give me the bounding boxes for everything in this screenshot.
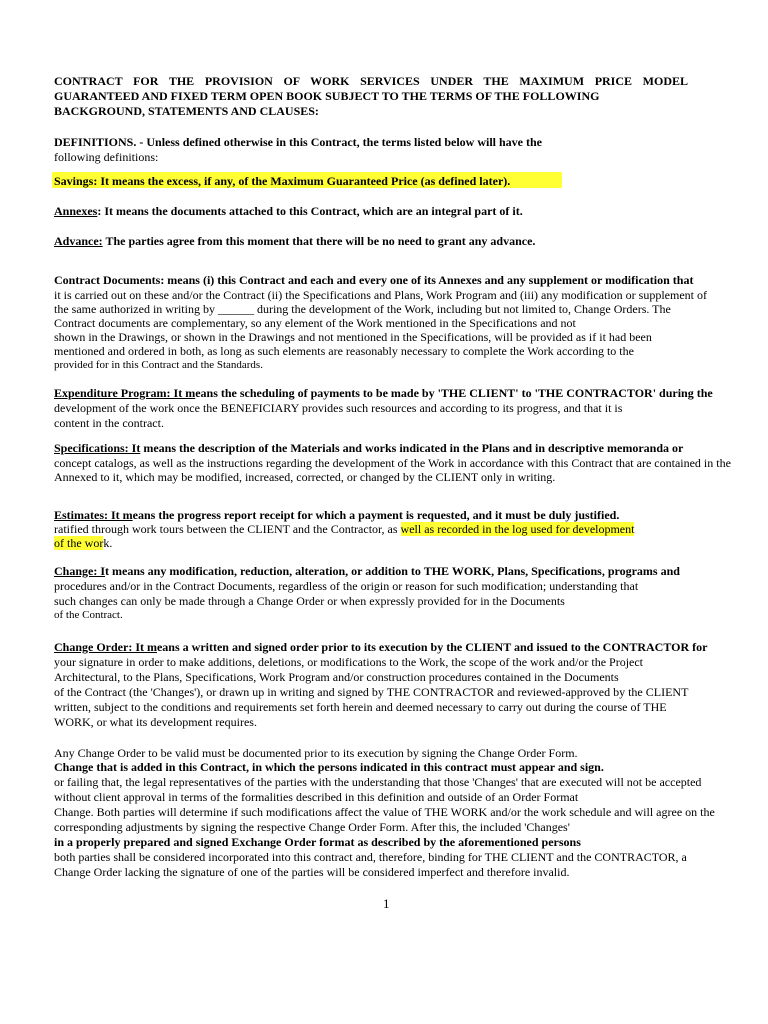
change-order-line-5: written, subject to the conditions and requirements set forth herein and deemed necessary to carry out during the course of THE	[54, 700, 667, 714]
change-line-2: procedures and/or in the Contract Documents, regardless of the origin or reason for such modification; understanding that	[54, 579, 639, 593]
estimates-definition	[54, 508, 619, 522]
title-line-2: GUARANTEED AND FIXED TERM OPEN BOOK SUBJECT TO THE TERMS OF THE FOLLOWING	[54, 89, 600, 103]
final-para-line-6: corresponding adjustments by signing the respective Change Order Form. After this, the included 'Changes'	[54, 820, 570, 834]
advance-term: Advance:	[54, 234, 103, 248]
contract-documents-line-7: provided for in this Contract and the Standards.	[54, 359, 263, 371]
expenditure-definition	[54, 386, 713, 400]
change-line-3: such changes can only be made through a Change Order or when expressly provided for in the Documents	[54, 594, 565, 608]
final-para-line-9: Change Order lacking the signature of one of the parties will be considered imperfect and therefore invalid.	[54, 865, 570, 879]
expenditure-line-2: development of the work once the BENEFICIARY provides such resources and according to its progress, and that it is	[54, 401, 623, 415]
estimates-highlight-2: of the wor	[54, 536, 104, 550]
change-line-4: of the Contract.	[54, 609, 123, 621]
final-para-line-5: Change. Both parties will determine if such modifications affect the value of THE WORK and/or the work schedule and will agree on the	[54, 805, 715, 819]
expenditure-term: Expenditure Program: It m	[54, 386, 196, 400]
definitions-subline: following definitions:	[54, 150, 159, 164]
final-para-line-2: Change that is added in this Contract, in which the persons indicated in this contract must appear and sign.	[54, 760, 604, 774]
advance-text: The parties agree from this moment that there will be no need to grant any advance.	[102, 234, 536, 248]
annexes-definition	[54, 204, 523, 218]
specifications-line-2: concept catalogs, as well as the instructions regarding the development of the Work in accordance with this Contract that are contained in the	[54, 456, 731, 470]
estimates-line-3-end: k.	[103, 536, 113, 550]
specifications-rest: means the description of the Materials and works indicated in the Plans and in descriptive memoranda or	[140, 441, 684, 455]
savings-definition: Savings: It means the excess, if any, of the Maximum Guaranteed Price (as defined later).	[54, 174, 511, 188]
final-para-line-3: or failing that, the legal representatives of the parties with the understanding that those 'Changes' that are executed will not be accepted	[54, 775, 702, 789]
change-term: Change: I	[54, 564, 106, 578]
specifications-line-3: Annexed to it, which may be modified, increased, corrected, or changed by the CLIENT only in writing.	[54, 470, 556, 484]
estimates-line-2-text: ratified through work tours between the CLIENT and the Contractor, as	[54, 522, 401, 536]
final-para-line-8: both parties shall be considered incorporated into this contract and, therefore, binding for THE CLIENT and the CONTRACTOR, a	[54, 850, 687, 864]
specifications-definition	[54, 441, 683, 455]
estimates-term: Estimates: It m	[54, 508, 133, 522]
change-rest: t means any modification, reduction, alteration, or addition to THE WORK, Plans, Specifications, programs and	[105, 564, 680, 578]
contract-documents-line-3: the same authorized in writing by ______ during the development of the Work, including but not limited to, Change Orders. The	[54, 302, 671, 316]
change-definition	[54, 564, 680, 578]
estimates-rest: eans the progress report receipt for which a payment is requested, and it must be duly justified.	[132, 508, 620, 522]
change-order-term: Change Order: It m	[54, 640, 157, 654]
estimates-line-2	[54, 522, 634, 536]
specifications-term: Specifications: It	[54, 441, 141, 455]
annexes-term: Annexes	[54, 204, 98, 218]
title-line-1: CONTRACT FOR THE PROVISION OF WORK SERVICES UNDER THE MAXIMUM PRICE MODEL	[54, 74, 688, 88]
contract-documents-line-2: it is carried out on these and/or the Contract (ii) the Specifications and Plans, Work Program and (iii) any modification or supplement of	[54, 288, 707, 302]
page-number: 1	[383, 896, 390, 911]
expenditure-line-3: content in the contract.	[54, 416, 164, 430]
change-order-line-6: WORK, or what its development requires.	[54, 715, 257, 729]
contract-documents-line-4: Contract documents are complementary, so any element of the Work mentioned in the Specifications and not	[54, 316, 576, 330]
contract-documents-line-1: Contract Documents: means (i) this Contract and each and every one of its Annexes and any supplement or modification that	[54, 273, 694, 287]
change-order-definition	[54, 640, 707, 654]
annexes-text: : It means the documents attached to this Contract, which are an integral part of it.	[97, 204, 523, 218]
advance-definition	[54, 234, 535, 248]
final-para-line-4: without client approval in terms of the formalities described in this definition and outside of an Order Format	[54, 790, 579, 804]
estimates-line-3	[54, 536, 112, 550]
contract-documents-line-5: shown in the Drawings, or shown in the Drawings and not mentioned in the Specifications, will be provided as if it had been	[54, 330, 652, 344]
change-order-line-2: your signature in order to make additions, deletions, or modifications to the Work, the scope of the work and/or the Project	[54, 655, 644, 669]
change-order-line-3: Architectural, to the Plans, Specifications, Work Program and/or construction procedures contained in the Documents	[54, 670, 619, 684]
title-line-3: BACKGROUND, STATEMENTS AND CLAUSES:	[54, 104, 319, 118]
change-order-rest: eans a written and signed order prior to its execution by the CLIENT and issued to the CONTRACTOR for	[156, 640, 708, 654]
final-para-line-1: Any Change Order to be valid must be documented prior to its execution by signing the Change Order Form.	[54, 746, 578, 760]
definitions-heading: DEFINITIONS. - Unless defined otherwise in this Contract, the terms listed below will have the	[54, 135, 542, 149]
contract-documents-line-6: mentioned and ordered in both, as long as such elements are reasonably necessary to complete the Work according to the	[54, 344, 634, 358]
change-order-line-4: of the Contract (the 'Changes'), or drawn up in writing and signed by THE CONTRACTOR and reviewed-approved by the CLIENT	[54, 685, 689, 699]
expenditure-rest: eans the scheduling of payments to be made by 'THE CLIENT' to 'THE CONTRACTOR' during the	[195, 386, 713, 400]
final-para-line-7: in a properly prepared and signed Exchange Order format as described by the aforementioned persons	[54, 835, 581, 849]
estimates-highlight-1: well as recorded in the log used for development	[400, 522, 635, 536]
